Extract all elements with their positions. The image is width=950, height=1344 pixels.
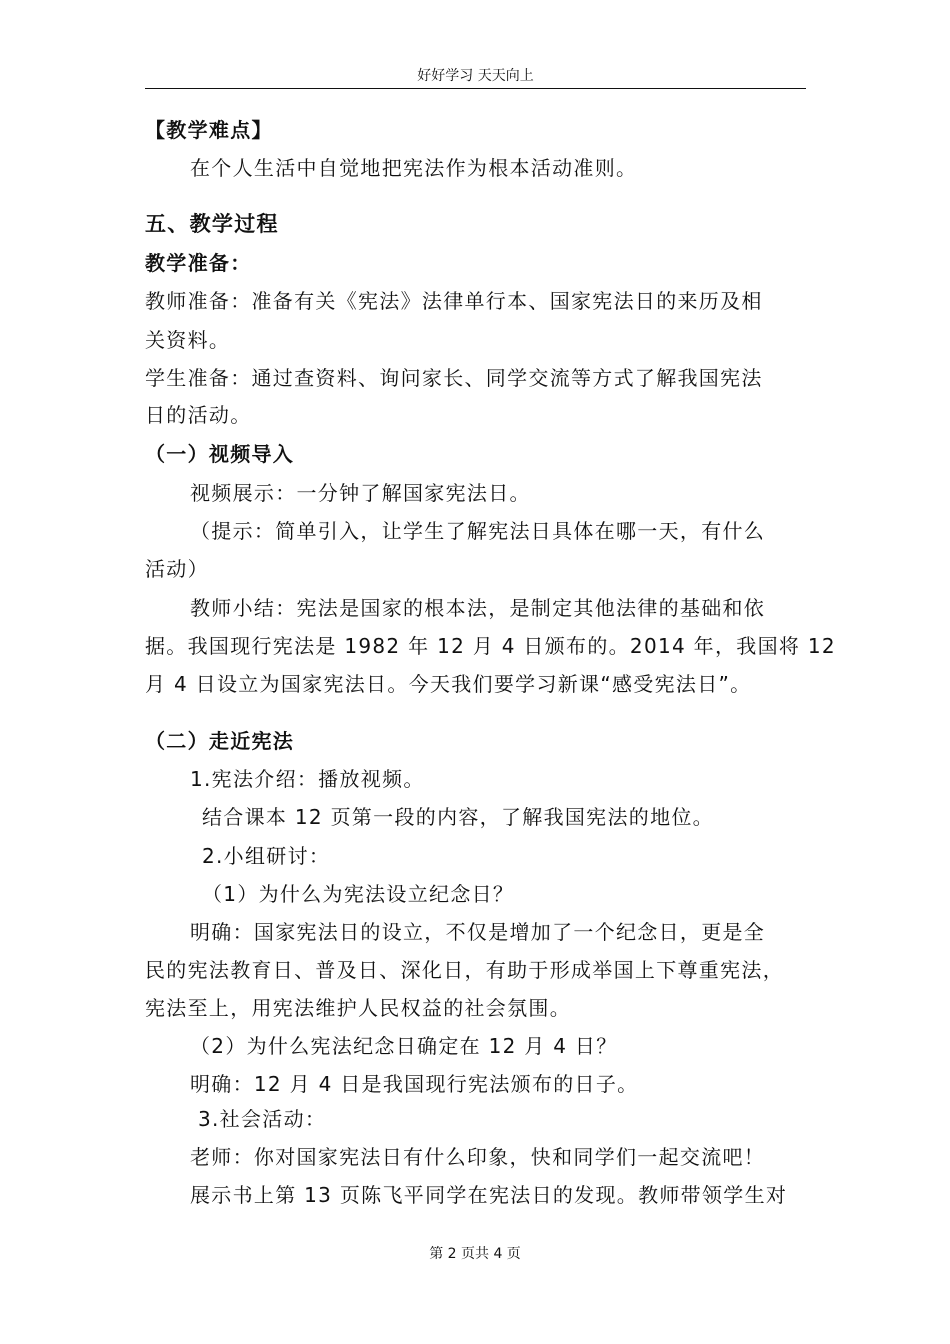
paragraph-line: 3.社会活动： [198,1107,327,1131]
section-heading-difficulty: 【教学难点】 [145,118,273,142]
paragraph-line: （提示：简单引入，让学生了解宪法日具体在哪一天，有什么 [190,519,766,543]
paragraph-line: 1.宪法介绍：播放视频。 [190,767,425,791]
subheading-preparation: 教学准备： [145,251,252,275]
paragraph-line: 2.小组研讨： [202,844,331,868]
paragraph-line: 宪法至上，用宪法维护人民权益的社会氛围。 [145,996,571,1020]
paragraph-line: （1）为什么为宪法设立纪念日？ [202,882,515,906]
paragraph-line: 学生准备：通过查资料、询问家长、同学交流等方式了解我国宪法 [145,366,763,390]
paragraph-line: 老师：你对国家宪法日有什么印象，快和同学们一起交流吧！ [190,1145,766,1169]
section-heading-process: 五、教学过程 [145,212,279,236]
paragraph-line: 据。我国现行宪法是 1982 年 12 月 4 日颁布的。2014 年，我国将 12 [145,634,836,658]
page-footer: 第 2 页共 4 页 [429,1246,521,1262]
paragraph-line: 活动） [145,557,209,581]
paragraph-line: 视频展示：一分钟了解国家宪法日。 [190,481,531,505]
paragraph-line: （2）为什么宪法纪念日确定在 12 月 4 日？ [190,1034,618,1058]
paragraph-line: 教师小结：宪法是国家的根本法，是制定其他法律的基础和依 [190,596,766,620]
subheading-video-intro: （一）视频导入 [145,442,295,466]
paragraph-line: 教师准备：准备有关《宪法》法律单行本、国家宪法日的来历及相 [145,289,763,313]
paragraph-line: 展示书上第 13 页陈飞平同学在宪法日的发现。教师带领学生对 [190,1183,788,1207]
paragraph-line: 日的活动。 [145,403,252,427]
subheading-approach-constitution: （二）走近宪法 [145,729,295,753]
paragraph-line: 月 4 日设立为国家宪法日。今天我们要学习新课“感受宪法日”。 [145,672,752,696]
paragraph-line: 关资料。 [145,328,231,352]
paragraph-line: 明确：国家宪法日的设立，不仅是增加了一个纪念日，更是全 [190,920,766,944]
paragraph-line: 民的宪法教育日、普及日、深化日，有助于形成举国上下尊重宪法， [145,958,784,982]
header-divider [145,88,806,89]
paragraph-line: 结合课本 12 页第一段的内容，了解我国宪法的地位。 [202,805,714,829]
paragraph-line: 明确：12 月 4 日是我国现行宪法颁布的日子。 [190,1072,639,1096]
page-header: 好好学习 天天向上 [417,68,534,84]
paragraph-line: 在个人生活中自觉地把宪法作为根本活动准则。 [190,156,638,180]
